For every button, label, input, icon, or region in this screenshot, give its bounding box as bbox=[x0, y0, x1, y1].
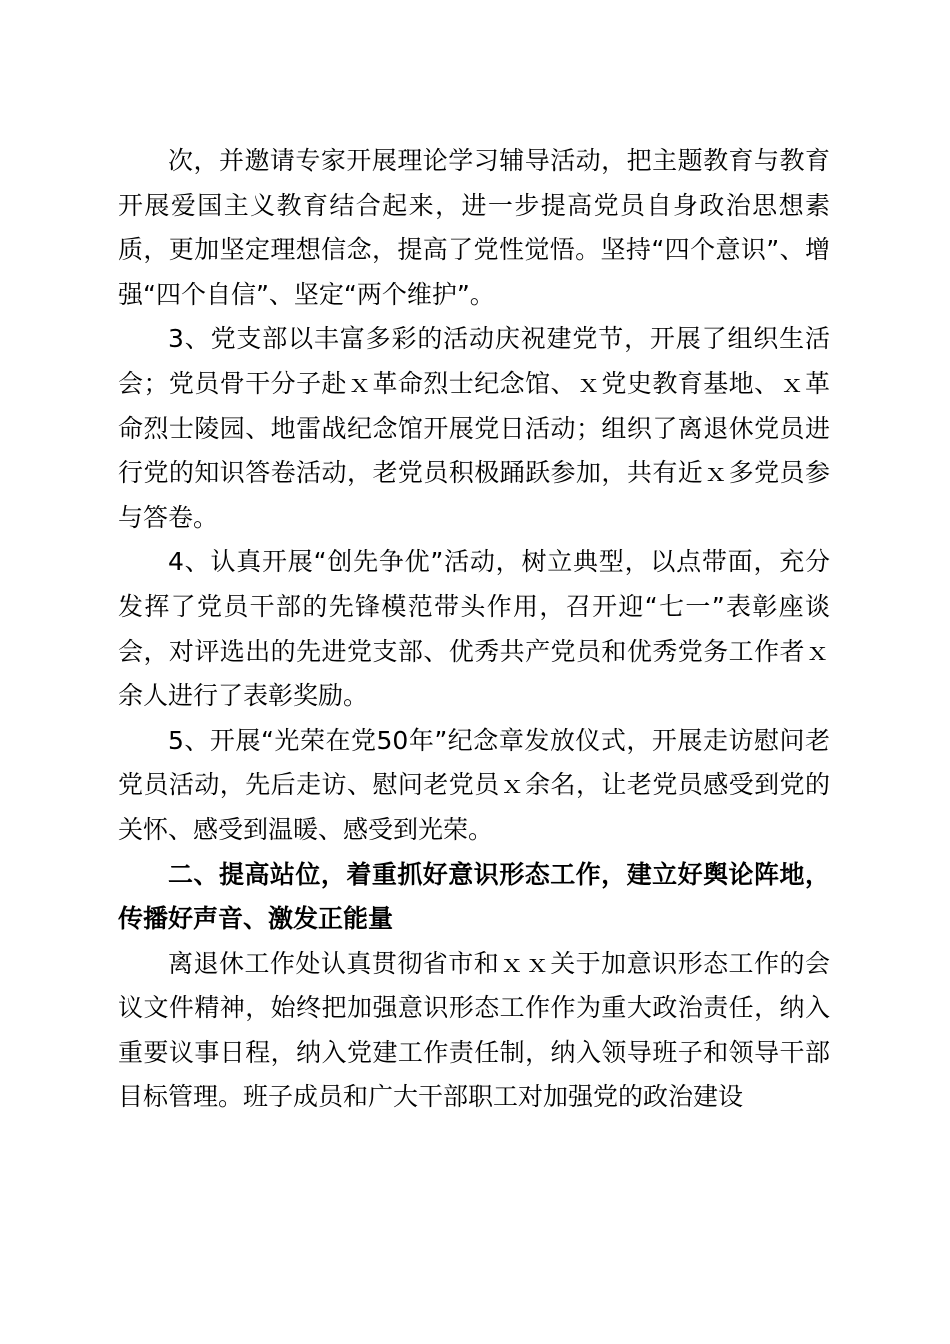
section-heading-2: 二、提高站位，着重抓好意识形态工作，建立好舆论阵地，传播好声音、激发正能量 bbox=[118, 859, 830, 934]
paragraph-item-4: 4、认真开展“创先争优”活动，树立典型，以点带面，充分发挥了党员干部的先锋模范带头作用，召开迎“七一”表彰座谈会，对评选出的先进党支部、优秀共产党员和优秀党务工作者ｘ余人进行了表彰奖励。 bbox=[118, 547, 830, 711]
document-body bbox=[118, 139, 830, 1120]
paragraph-ideology-work: 离退休工作处认真贯彻省市和ｘｘ关于加意识形态工作的会议文件精神，始终把加强意识形态工作作为重大政治责任，纳入重要议事日程，纳入党建工作责任制，纳入领导班子和领导干部目标管理。班子成员和广大干部职工对加强党的政治建设 bbox=[118, 948, 830, 1112]
paragraph-item-5: 5、开展“光荣在党50年”纪念章发放仪式，开展走访慰问老党员活动，先后走访、慰问老党员ｘ余名，让老党员感受到党的关怀、感受到温暖、感受到光荣。 bbox=[118, 725, 830, 844]
paragraph-item-3: 3、党支部以丰富多彩的活动庆祝建党节，开展了组织生活会；党员骨干分子赴ｘ革命烈士纪念馆、ｘ党史教育基地、ｘ革命烈士陵园、地雷战纪念馆开展党日活动；组织了离退休党员进行党的知识答卷活动，老党员积极踊跃参加，共有近ｘ多党员参与答卷。 bbox=[118, 324, 830, 532]
paragraph-continuation: 次，并邀请专家开展理论学习辅导活动，把主题教育与教育开展爱国主义教育结合起来，进一步提高党员自身政治思想素质，更加坚定理想信念，提高了党性觉悟。坚持“四个意识”、增强“四个自信”、坚定“两个维护”。 bbox=[118, 146, 830, 309]
